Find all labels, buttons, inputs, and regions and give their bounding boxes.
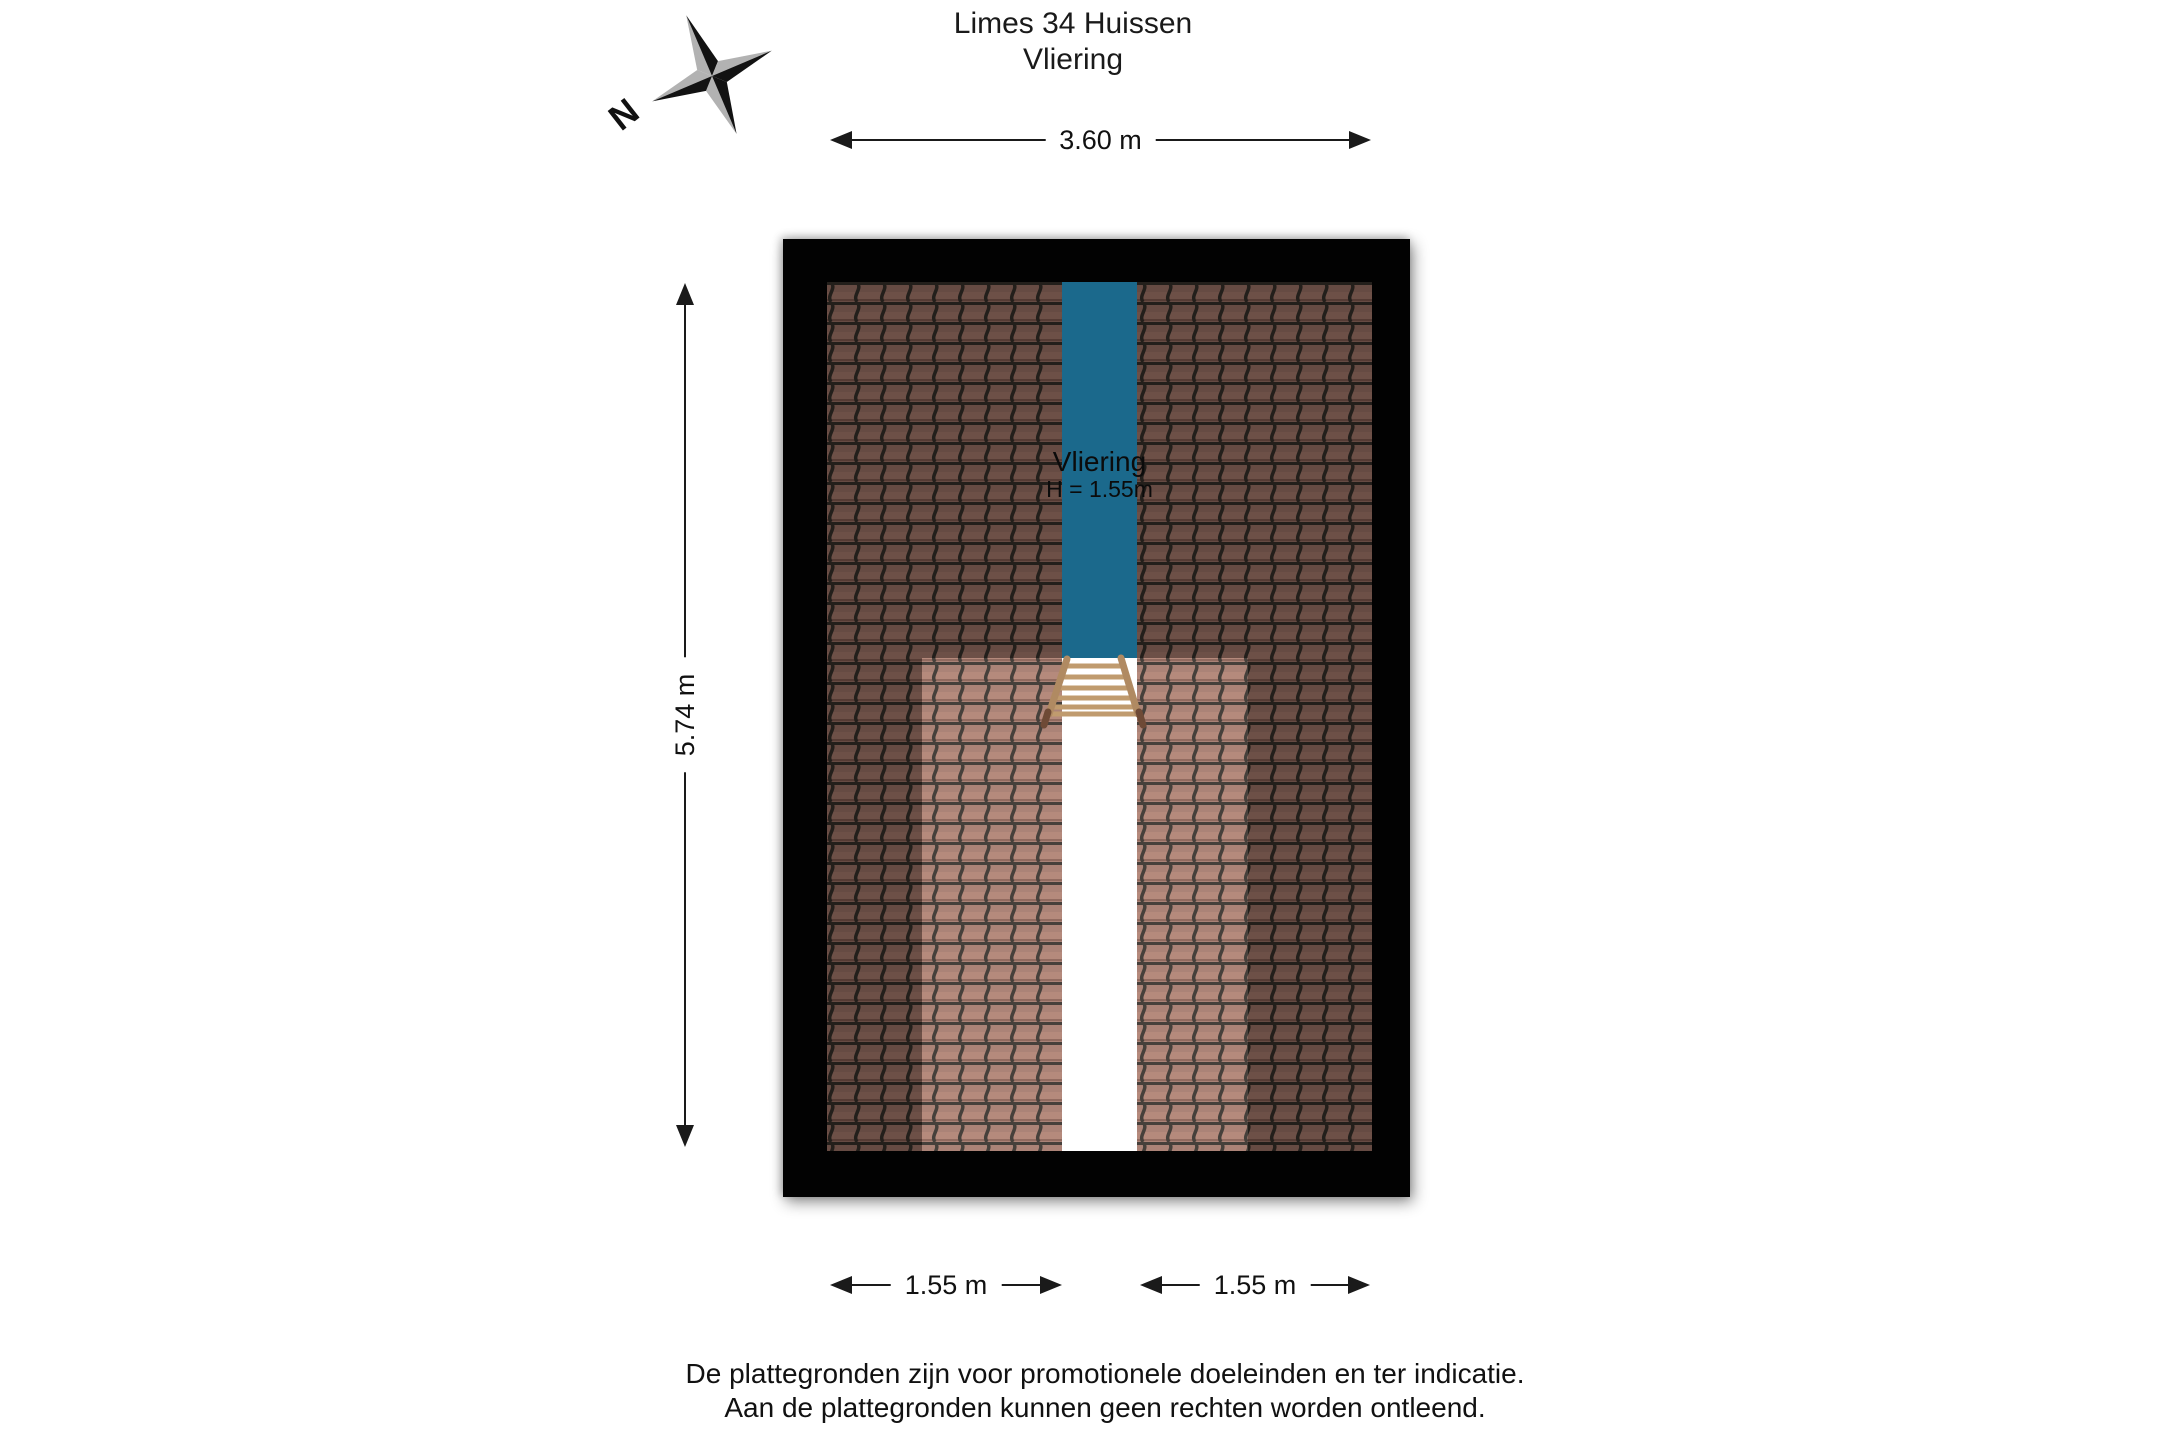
disclaimer-line-2: Aan de plattegronden kunnen geen rechten worden ontleend. bbox=[724, 1392, 1486, 1423]
dimension-bottom-right bbox=[1140, 1272, 1370, 1298]
dimension-label: 5.74 m bbox=[671, 658, 699, 773]
arrow-left-icon bbox=[830, 131, 852, 149]
roof-shade-right bbox=[1248, 658, 1372, 1151]
roof-shade-left bbox=[827, 658, 922, 1151]
dimension-bottom-left bbox=[830, 1272, 1062, 1298]
roof-tiles bbox=[827, 282, 1372, 1151]
arrow-right-icon bbox=[1349, 131, 1371, 149]
arrow-up-icon bbox=[676, 283, 694, 305]
arrow-left-icon bbox=[830, 1276, 852, 1294]
room-label: Vliering bbox=[1052, 446, 1147, 477]
floorplan-canvas bbox=[783, 239, 1410, 1197]
vliering-zone bbox=[1062, 282, 1137, 658]
dimension-top bbox=[830, 127, 1371, 153]
dimension-left bbox=[672, 283, 698, 1147]
disclaimer-line-1: De plattegronden zijn voor promotionele doeleinden en ter indicatie. bbox=[685, 1358, 1525, 1389]
arrow-down-icon bbox=[676, 1125, 694, 1147]
dimension-label: 1.55 m bbox=[1200, 1270, 1311, 1300]
title-block bbox=[773, 6, 1373, 78]
dimension-label: 1.55 m bbox=[891, 1270, 1002, 1300]
stairwell-opening bbox=[1062, 658, 1137, 1151]
page-subtitle: Vliering bbox=[1022, 43, 1124, 76]
arrow-left-icon bbox=[1140, 1276, 1162, 1294]
dimension-label: 3.60 m bbox=[1045, 125, 1156, 155]
north-label: N bbox=[600, 89, 647, 139]
arrow-right-icon bbox=[1040, 1276, 1062, 1294]
arrow-right-icon bbox=[1348, 1276, 1370, 1294]
page-title: Limes 34 Huissen bbox=[953, 7, 1193, 40]
footer-disclaimer bbox=[305, 1357, 1905, 1425]
room-height-label: H = 1.55m bbox=[1046, 476, 1153, 502]
